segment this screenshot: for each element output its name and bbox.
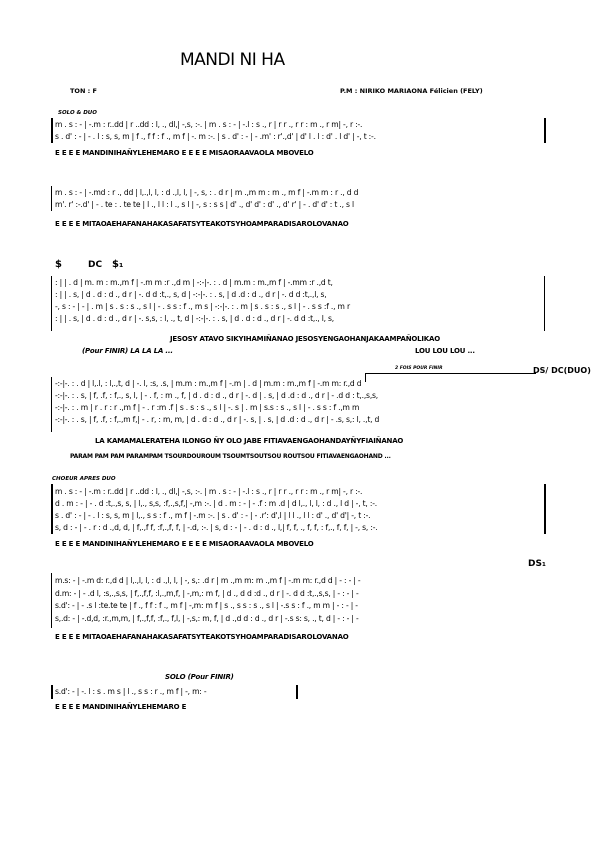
section-label-solo-finir: SOLO (Pour FINIR)	[165, 673, 234, 681]
solfa-row: s . d' : - | - . l : s, s, m | l,., s s : f ., m f | -.m :-. | s . d' : - | - .r': d',l | l l ., l l : d' ., d' d'| -, t :-.	[55, 511, 371, 520]
system-start-bar	[51, 118, 53, 143]
section-label-solo-duo: SOLO & DUO	[58, 110, 97, 116]
ds1-mark: DS₁	[528, 559, 546, 569]
lyrics-line: E E E E MANDINIHAÑYLEHEMARO E	[55, 703, 187, 711]
key-signature: TON : F	[70, 87, 97, 95]
solfa-row: m . s : - | -.m : r..dd | r ..dd : l, ., dl,| -,s, :-. | m . s : - | -.l : s ., r | r r ., r r : m ., r m| -, r :-.	[55, 120, 363, 129]
system-start-bar	[51, 484, 53, 534]
page-title: MANDI NI HA	[180, 50, 285, 70]
lyrics-line-alt: LOU LOU LOU ...	[415, 347, 475, 355]
system-end-bar	[544, 276, 545, 331]
repeat-note: 2 FOIS POUR FINIR	[395, 366, 443, 371]
lyrics-line: E E E E MITAOAEHAFANAHAKASAFATSYTEAKOTSYHOAMPARADISAROLOVANAO	[55, 633, 349, 641]
lyrics-line-alt: (Pour FINIR) LA LA LA ...	[82, 347, 173, 355]
segno-mark: $	[55, 259, 62, 270]
lyrics-line: LA KAMAMALERATEHA ILONGO ÑY OLO JABE FITIAVAENGAOHANDAYÑYFIAIÑANAO	[95, 437, 404, 445]
lyrics-line: E E E E MITAOAEHAFANAHAKASAFATSYTEAKOTSYHOAMPARADISAROLOVANAO	[55, 220, 349, 228]
solfa-row: : | | . d | m. m : m.,m f | -.m m :r .,d m | -:-|-. : . d | m.m : m.,m f | -.mm :r .,d t,	[55, 278, 333, 287]
lyrics-line: E E E E MANDINIHAÑYLEHEMARO E E E E MISAORAAVAOLA MBOVELO	[55, 149, 314, 157]
solfa-row: s.d': - | - .s l :te.te te | f ., f f : f ., m f | -,m: m f | s ., s s : s ., s l | -.s s : f ., m m | - : - | -	[55, 601, 358, 610]
solfa-row: s, d : - | - . r : d .,d, d, | f,.,f f, :f,.,f, f, | -.d, :-. | s, d : - | - . d : d ., l,| f, f, ., f, f, : f,., f, f, | -, s, :-.	[55, 523, 378, 532]
system-end-bar	[296, 685, 298, 699]
solfa-row: d . m : - | - . d :t,.,s, s, | l,., s,s, :f,.,s,f,| -,m :-. | d . m : - | - .f : m .d | d l,., l, l, : d ., l d | -, t, :-.	[55, 499, 377, 508]
solfa-row: -, s : - | - | . m | s . s : s ., s l | - . s s : f ., m s | -:-|-. : . m | s . s : s ., s l | - . s s :f ., m r	[55, 302, 350, 311]
solfa-row: -:-|-. : . s, | f, .f, : f,., s, l, | - . f, : m ., f, | d . d : d ., d r | -. d | . s, | d .d : d ., d r | - .d d : t,.,s,s,	[55, 391, 378, 400]
section-label-choeur: CHOEUR APRES DUO	[52, 476, 116, 482]
solfa-row: : | | . s, | d . d : d ., d r | -. d d :t,., s, d | -:-|-. : . s, | d .d : d ., d r | -. d d :t,.,l, s,	[55, 290, 327, 299]
solfa-row: -:-|-. : . s, | f, .f, : f,.,m f,| - . r, : m, m, | d . d : d ., d r | -. s, | . s, | d .d : d ., d r | - .s, s,: l, .,t, d	[55, 415, 380, 424]
lyrics-line: JESOSY ATAVO SIKYIHAMIÑANAO JESOSYENGAOHANJAKAAMPAÑOLIKAO	[170, 335, 440, 343]
lyrics-line-alt: PARAM PAM PAM PARAMPAM TSOURDOUROUM TSOUMTSOUTSOU ROUTSOU FITIAVAENGAOHAND ...	[70, 453, 391, 460]
segno1-mark: $₁	[112, 259, 124, 270]
lyrics-line: E E E E MANDINIHAÑYLEHEMARO E E E E MISAORAAVAOLA MBOVELO	[55, 540, 314, 548]
dc-mark: DC	[88, 260, 103, 270]
solfa-row: -:-|-. : . m | r . r : r .,m f | - . r :m .f | s . s : s ., s l | -. s | . m | s.s : s ., s l | - . s s : f .,m m	[55, 403, 360, 412]
solfa-row: d.m: - | - .d l, :s,.,s,s, | f,.,f,f, :l,.,m,f, | -,m,: m f, | d ., d d :d ., d r | -. d d :t,.,s,s, | - : - | -	[55, 589, 359, 598]
solfa-row: m . s : - | -.md : r ., dd | l,.,l, l, : d .,l, l, | -, s, : . d r | m .,m m : m ., m f | -.m m : r ., d d	[55, 188, 359, 197]
solfa-row: s.d': - | -. l : s . m s | l ., s s : r ., m f | -, m: -	[55, 687, 207, 696]
volta-bracket	[365, 373, 536, 382]
system-start-bar	[51, 377, 52, 432]
system-end-bar	[544, 118, 546, 143]
system-start-bar	[51, 186, 52, 211]
solfa-row: m.s: - | -.m d: r.,d d | l,.,l, l, : d .,l, l, | -, s,: .d r | m .,m m: m .,m f | -.m m: r.,d d | - : - | -	[55, 576, 361, 585]
solfa-row: s,.d: - | -.d,d, :r.,m,m, | f,.,f,f, :f,., f,l, | -,s,: m, f, | d .,d d : d ., d r | -.s s: s, ., t, d | - : - | -	[55, 614, 359, 623]
solfa-row: -:-|-. : . d | l,.l, : l,.,t, d | -. l, :s, .s, | m.m : m.,m f | -.m | . d | m.m : m.,m f | -.m m: r.,d d	[55, 379, 362, 388]
system-start-bar	[51, 685, 53, 699]
solfa-row: m . s : - | -.m : r..dd | r ..dd : l, ., dl,| -,s, :-. | m . s : - | -.l : s ., r | r r ., r r : m ., r m| -, r :-.	[55, 487, 363, 496]
composer: P.M : NIRIKO MARIAONA Félicien (FELY)	[340, 87, 483, 95]
system-start-bar	[51, 276, 52, 331]
solfa-row: : | | . s, | d . d : d ., d r | -. s,s, : l, ., t, d | -:-|-. : . s, | d . d : d ., d r | -. d d :t,., l, s,	[55, 314, 335, 323]
system-end-bar	[544, 484, 546, 534]
ds-dc-mark: DS/ DC(DUO)	[533, 366, 591, 375]
system-start-bar	[51, 573, 52, 628]
solfa-row: s . d' : - | - . l : s, s, m | f ., f f : f ., m f | -. m :-. | s . d' : - | - .m' : r'.,d' | d' l . l : d' . l d' | -, t :-.	[55, 132, 376, 141]
solfa-row: m'. r' :-.d' | - . te : . te te | l ., l l : l ., s l | -, s : s s | d' ., d' d' : d' ., d' r' | - . d' d' : t ., s l	[55, 200, 354, 209]
